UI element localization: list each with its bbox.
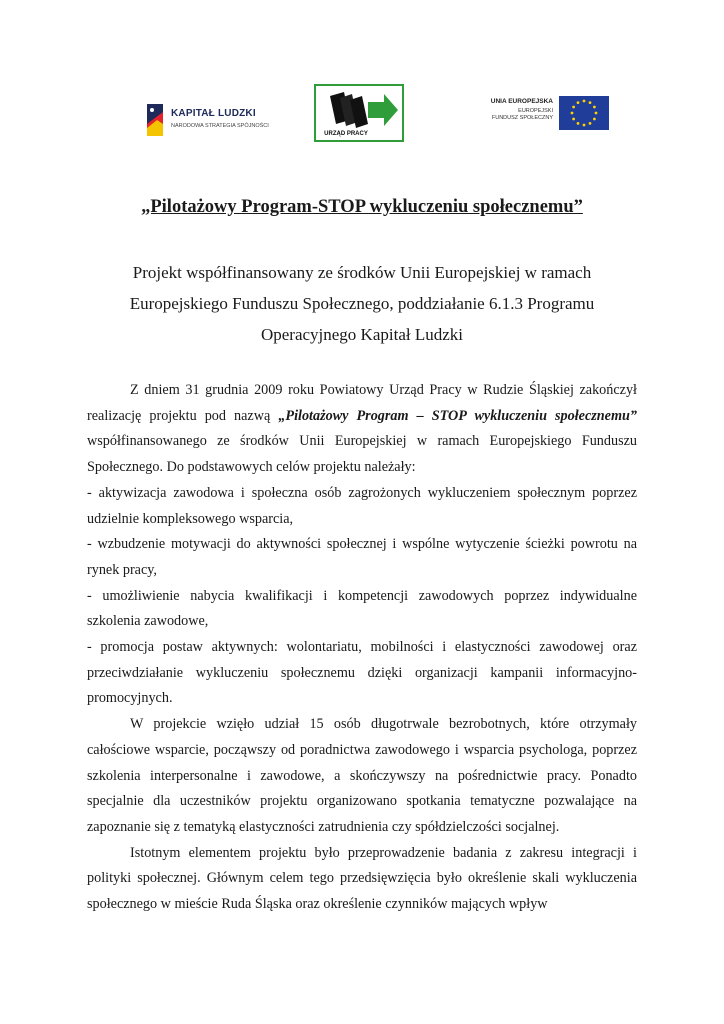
urzad-pracy-label: URZĄD PRACY [324,131,368,137]
goal-item: - wzbudzenie motywacji do aktywności społecznej i wspólne wytyczenie ścieżki powrotu na rynek pracy, [87,536,637,578]
participants-paragraph: W projekcie wzięło udział 15 osób długotrwale bezrobotnych, które otrzymały całościowe wsparcie, począwszy od poradnictwa zawodowego i wsparcia psychologa, poprzez szkolenia interpersonalne i zawodowe, a skończywszy na pośrednictwie pracy. Ponadto specjalnie dla uczestników projektu organizowano spotkania tematyczne pozwalające na zapoznanie się z tematyką elastyczności zatrudnienia czy spółdzielczości socjalnej. [87,716,637,835]
goal-item: - promocja postaw aktywnych: wolontariatu, mobilności i elastyczności zawodowej oraz przeciwdziałanie wykluczeniu społecznemu dzięki organizacji kampanii informacyjno-promocyjnych. [87,639,637,707]
document-title: „Pilotażowy Program-STOP wykluczeniu społecznemu” [141,197,583,217]
document-body [87,378,637,918]
kapital-ludzki-emblem-icon [143,102,167,138]
urzad-pracy-logo [314,84,404,142]
eu-line-2: EUROPEJSKI [518,108,553,114]
project-name: „Pilotażowy Program – STOP wykluczeniu społecznemu” [278,407,637,424]
eu-line-1: UNIA EUROPEJSKA [490,98,553,105]
goal-item: - aktywizacja zawodowa i społeczna osób zagrożonych wykluczeniem społecznym poprzez udzielnie kompleksowego wsparcia, [87,484,637,527]
eu-logo [485,96,610,132]
intro-paragraph [87,378,637,481]
eu-flag-icon [559,96,609,130]
kapital-ludzki-subtitle: NARODOWA STRATEGIA SPÓJNOŚCI [171,123,269,129]
kapital-ludzki-title: KAPITAŁ LUDZKI [171,108,256,119]
kapital-ludzki-logo [143,102,269,138]
intro-text-end: współfinansowanego ze środków Unii Europejskiej w ramach Europejskiego Funduszu Społecznego. Do podstawowych celów projektu należały: [87,433,637,476]
intro-text-start: Z dniem 31 grudnia 2009 roku Powiatowy Urząd Pracy w Rudzie Śląskiej zakończył realizację projektu pod nazwą [87,382,637,424]
research-paragraph: Istotnym elementem projektu było przeprowadzenie badania z zakresu integracji i polityki społecznej. Głównym celem tego przedsięwzięcia było określenie skali wykluczenia społecznego w mieście Ruda Śląska oraz określenie czynników mających wpływ [87,844,637,913]
goal-item: - umożliwienie nabycia kwalifikacji i kompetencji zawodowych poprzez indywidualne szkolenia zawodowe, [87,587,637,630]
document-subtitle: Projekt współfinansowany ze środków Unii Europejskiej w ramach Europejskiego Funduszu Społecznego, poddziałanie 6.1.3 Programu Operacyjnego Kapitał Ludzki [129,263,595,344]
header-logos [0,84,724,144]
eu-line-3: FUNDUSZ SPOŁECZNY [491,115,553,121]
